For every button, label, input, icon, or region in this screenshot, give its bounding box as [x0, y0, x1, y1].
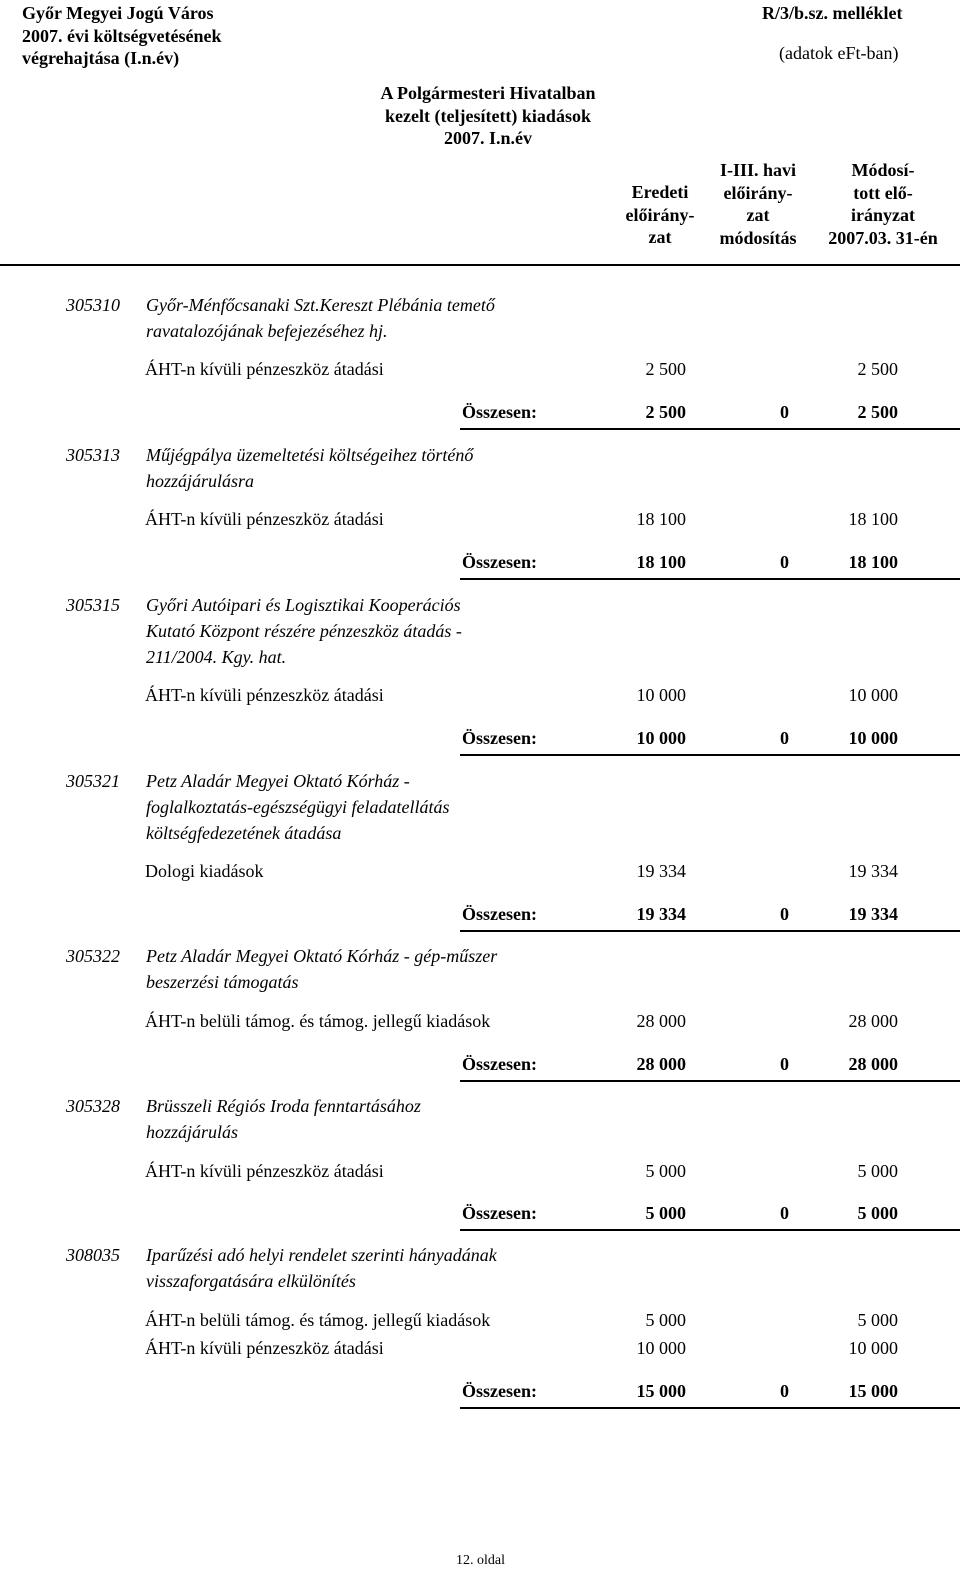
item-label: ÁHT-n kívüli pénzeszköz átadási: [145, 359, 384, 379]
total-modositas: 0: [780, 1203, 789, 1223]
col-header-line: előirány-: [723, 182, 793, 203]
col-header-line: előirány-: [625, 204, 695, 225]
section-title-line: ravatalozójának befejezéséhez hj.: [146, 321, 388, 341]
section-title-line: Győri Autóipari és Logisztikai Kooperációs: [146, 595, 461, 615]
total-label: Összesen:: [462, 1054, 537, 1074]
total-eredeti: 10 000: [636, 728, 686, 748]
total-eredeti: 18 100: [636, 552, 686, 572]
total-modositas: 0: [780, 1381, 789, 1401]
city-title-line: Győr Megyei Jogú Város: [22, 3, 214, 23]
section-title-line: 211/2004. Kgy. hat.: [146, 647, 287, 667]
total-eredeti: 28 000: [636, 1054, 686, 1074]
section-code: 305328: [66, 1096, 120, 1116]
city-title-line: végrehajtása (I.n.év): [22, 48, 180, 68]
item-eredeti: 2 500: [645, 359, 686, 379]
total-modositott: 15 000: [848, 1381, 898, 1401]
col-header-line: zat: [648, 227, 672, 247]
total-label: Összesen:: [462, 402, 537, 422]
total-label: Összesen:: [462, 552, 537, 572]
item-eredeti: 19 334: [636, 861, 686, 881]
item-eredeti: 5 000: [645, 1161, 686, 1181]
total-eredeti: 2 500: [645, 402, 686, 422]
total-modositott: 10 000: [848, 728, 898, 748]
section-title-line: visszaforgatására elkülönítés: [146, 1271, 356, 1291]
col-header-line: irányzat: [851, 205, 915, 225]
total-label: Összesen:: [462, 728, 537, 748]
item-label: ÁHT-n kívüli pénzeszköz átadási: [145, 1161, 384, 1181]
section-title-line: hozzájárulásra: [146, 471, 255, 491]
total-label: Összesen:: [462, 1381, 537, 1401]
total-modositas: 0: [780, 402, 789, 422]
item-modositott: 10 000: [848, 685, 898, 705]
page-number: 12. oldal: [456, 1553, 505, 1568]
total-divider: [460, 1229, 960, 1231]
total-modositas: 0: [780, 552, 789, 572]
section-title-line: Kutató Központ részére pénzeszköz átadás -: [146, 621, 462, 641]
total-divider: [460, 428, 960, 430]
total-modositas: 0: [780, 904, 789, 924]
section-code: 308035: [66, 1245, 120, 1265]
col-header-line: Eredeti: [631, 182, 689, 202]
section-title-line: Petz Aladár Megyei Oktató Kórház -: [146, 771, 410, 791]
item-modositott: 19 334: [848, 861, 898, 881]
col-header-line: tott elő-: [853, 182, 913, 203]
col-header-modositas: [704, 159, 812, 249]
unit-label: (adatok eFt-ban): [779, 43, 899, 63]
col-header-line: módosítás: [719, 227, 797, 248]
item-eredeti: 5 000: [645, 1310, 686, 1330]
section-code: 305322: [66, 946, 120, 966]
total-eredeti: 5 000: [645, 1203, 686, 1223]
city-title: [22, 2, 221, 70]
total-modositott: 28 000: [848, 1054, 898, 1074]
item-eredeti: 10 000: [636, 685, 686, 705]
item-label: ÁHT-n belüli támog. és támog. jellegű kiadások: [145, 1310, 491, 1330]
col-header-line: 2007.03. 31-én: [828, 227, 938, 248]
col-header-line: Módosí-: [851, 160, 915, 180]
item-modositott: 2 500: [857, 359, 898, 379]
total-label: Összesen:: [462, 1203, 537, 1223]
total-modositott: 5 000: [857, 1203, 898, 1223]
total-modositott: 18 100: [848, 552, 898, 572]
col-header-eredeti: [612, 181, 708, 249]
total-divider: [460, 754, 960, 756]
item-eredeti: 28 000: [636, 1011, 686, 1031]
total-divider: [460, 1080, 960, 1082]
section-code: 305313: [66, 445, 120, 465]
total-modositas: 0: [780, 1054, 789, 1074]
item-modositott: 5 000: [857, 1161, 898, 1181]
section-title-line: Petz Aladár Megyei Oktató Kórház - gép-műszer: [146, 946, 498, 966]
item-label: ÁHT-n belüli támog. és támog. jellegű kiadások: [145, 1011, 491, 1031]
item-modositott: 5 000: [857, 1310, 898, 1330]
col-header-line: I-III. havi: [719, 160, 797, 180]
col-header-line: zat: [746, 205, 770, 225]
report-title-line: 2007. I.n.év: [443, 128, 532, 148]
section-code: 305321: [66, 771, 120, 791]
city-title-line: 2007. évi költségvetésének: [22, 25, 222, 46]
section-title-line: költségfedezetének átadása: [146, 823, 342, 843]
total-modositott: 2 500: [857, 402, 898, 422]
section-title-line: Győr-Ménfőcsanaki Szt.Kereszt Plébánia temető: [146, 295, 495, 315]
report-title-line: A Polgármesteri Hivatalban: [380, 83, 596, 103]
total-label: Összesen:: [462, 904, 537, 924]
item-eredeti: 10 000: [636, 1338, 686, 1358]
section-title-line: hozzájárulás: [146, 1122, 239, 1142]
total-eredeti: 19 334: [636, 904, 686, 924]
section-title-line: beszerzési támogatás: [146, 972, 299, 992]
report-title-line: kezelt (teljesített) kiadások: [385, 105, 591, 126]
item-modositott: 10 000: [848, 1338, 898, 1358]
annex-label: R/3/b.sz. melléklet: [762, 3, 903, 23]
total-divider: [460, 578, 960, 580]
total-modositas: 0: [780, 728, 789, 748]
header-divider: [0, 264, 960, 266]
section-code: 305310: [66, 295, 120, 315]
item-label: ÁHT-n kívüli pénzeszköz átadási: [145, 509, 384, 529]
total-eredeti: 15 000: [636, 1381, 686, 1401]
section-title-line: Brüsszeli Régiós Iroda fenntartásához: [146, 1096, 421, 1116]
total-modositott: 19 334: [848, 904, 898, 924]
total-divider: [460, 1407, 960, 1409]
item-label: ÁHT-n kívüli pénzeszköz átadási: [145, 685, 384, 705]
col-header-modositott: [808, 159, 958, 249]
item-modositott: 18 100: [848, 509, 898, 529]
item-label: ÁHT-n kívüli pénzeszköz átadási: [145, 1338, 384, 1358]
item-eredeti: 18 100: [636, 509, 686, 529]
section-title-line: foglalkoztatás-egészségügyi feladatellátás: [146, 797, 450, 817]
item-modositott: 28 000: [848, 1011, 898, 1031]
total-divider: [460, 930, 960, 932]
item-label: Dologi kiadások: [145, 861, 264, 881]
section-code: 305315: [66, 595, 120, 615]
section-title-line: Műjégpálya üzemeltetési költségeihez történő: [146, 445, 474, 465]
section-title-line: Iparűzési adó helyi rendelet szerinti hányadának: [146, 1245, 497, 1265]
report-title: [318, 82, 658, 150]
